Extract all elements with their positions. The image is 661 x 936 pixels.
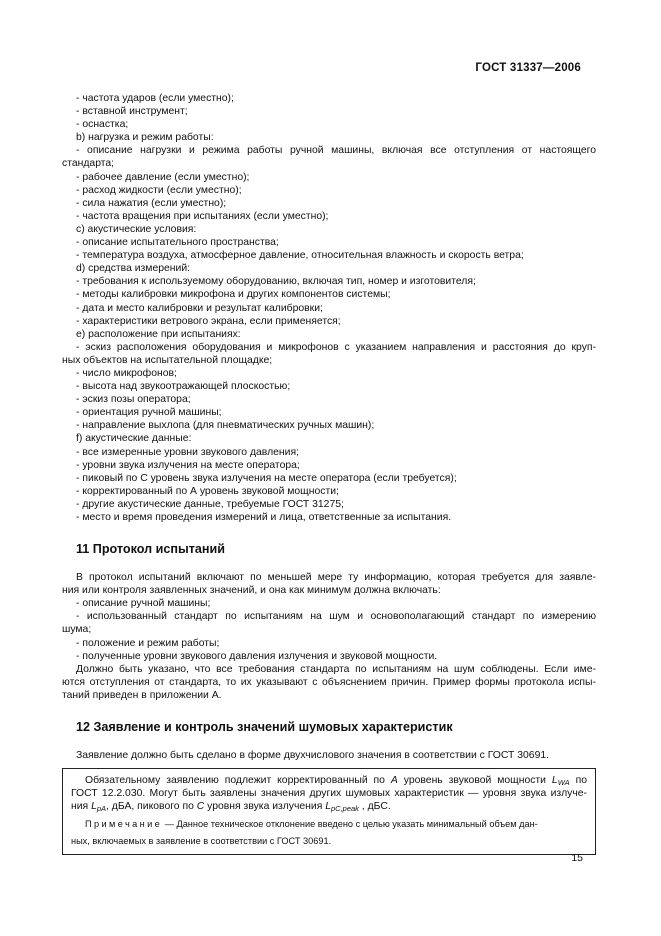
list-item: - дата и место калибровки и результат калибровки; <box>76 302 323 314</box>
box-symbol: A <box>390 775 398 787</box>
list-item: - эскиз расположения оборудования и микрофонов с указанием направления и расстояния до круп- <box>76 341 596 353</box>
list-item: - положение и режим работы; <box>76 637 220 649</box>
list-item: - уровни звука излучения на месте оператора; <box>76 459 300 471</box>
list-item: - сила нажатия (если уместно); <box>76 197 227 209</box>
list-item: - частота вращения при испытаниях (если уместно); <box>76 210 329 222</box>
list-heading: f) акустические данные: <box>76 433 192 445</box>
box-symbol: L <box>325 801 331 813</box>
list-block <box>62 92 596 524</box>
list-item: - расход жидкости (если уместно); <box>76 184 242 196</box>
box-text: уровень звуковой мощности <box>397 775 552 787</box>
box-subscript: pC,peak <box>331 804 359 814</box>
list-item: - частота ударов (если уместно); <box>76 93 234 104</box>
box-text: Обязательному заявлению подлежит корректированный по <box>85 775 391 787</box>
list-item: - рабочее давление (если уместно); <box>76 171 250 183</box>
document-body <box>62 92 596 855</box>
list-item: - использованный стандарт по испытаниям на шум и основополагающий стандарт по измерению <box>76 611 596 623</box>
national-deviation-box <box>62 768 596 855</box>
section-12-intro: Заявление должно быть сделано в форме двухчислового значения в соответствии с ГОСТ 30691. <box>76 750 550 762</box>
box-text: уровня звука излучения <box>204 801 326 813</box>
list-item: - место и время проведения измерений и лица, ответственные за испытания. <box>76 512 452 523</box>
document-code: ГОСТ 31337—2006 <box>475 62 581 74</box>
list-item: - описание ручной машины; <box>76 598 211 610</box>
box-subscript: pA <box>96 804 107 814</box>
list-item: - температура воздуха, атмосферное давление, относительная влажность и скорость ветра; <box>76 250 524 262</box>
list-item-continuation: ных объектов на испытательной площадке; <box>62 354 273 366</box>
page-number: 15 <box>571 852 583 864</box>
paragraph-line: ются отступления от стандарта, то их указывают с объяснением причин. Пример формы протокола испы- <box>62 676 596 688</box>
list-item: - ориентация ручной машины; <box>76 407 222 419</box>
list-item: - требования к используемому оборудованию, включая тип, номер и изготовителя; <box>76 276 476 288</box>
list-item: - описание нагрузки и режима работы ручной машины, включая все отступления от настоящего <box>76 145 596 157</box>
section-11-body <box>62 571 596 702</box>
box-note-line: ных, включаемых в заявление в соответствии с ГОСТ 30691. <box>71 836 332 847</box>
box-line <box>71 774 587 787</box>
paragraph-line: В протокол испытаний включают по меньшей мере ту информацию, которая требуется для заявле- <box>76 572 596 584</box>
list-heading: e) расположение при испытаниях: <box>76 328 241 340</box>
section-12-title: 12 Заявление и контроль значений шумовых характеристик <box>76 720 453 735</box>
box-text: по <box>569 775 587 787</box>
note-text: — Данное техническое отклонение введено с целью указать минимальный объем дан- <box>162 819 538 830</box>
list-item-continuation: стандарта; <box>62 158 115 170</box>
list-item: - методы калибровки микрофона и других компонентов системы; <box>76 289 391 301</box>
list-item: - все измеренные уровни звукового давления; <box>76 446 299 458</box>
box-line: ГОСТ 12.2.030. Могут быть заявлены значения других шумовых характеристик — уровня звука излуче- <box>71 788 587 800</box>
box-symbol: L <box>91 801 97 813</box>
list-item: - эскиз позы оператора; <box>76 394 191 406</box>
list-item: - число микрофонов; <box>76 367 177 379</box>
list-heading: c) акустические условия: <box>76 223 197 235</box>
list-item: - направление выхлопа (для пневматических ручных машин); <box>76 420 375 432</box>
paragraph-line: таний приведен в приложении А. <box>62 689 222 701</box>
list-item: - корректированный по А уровень звуковой мощности; <box>76 485 339 497</box>
list-item: - высота над звукоотражающей плоскостью; <box>76 381 291 393</box>
box-line <box>71 800 587 813</box>
list-item: - оснастка; <box>76 119 129 131</box>
box-text: , дБС. <box>358 801 391 813</box>
note-label: Примечание <box>85 819 163 830</box>
box-note <box>71 818 587 830</box>
list-item: - описание испытательного пространства; <box>76 237 279 249</box>
section-11-title: 11 Протокол испытаний <box>76 542 226 557</box>
paragraph-line: Должно быть указано, что все требования стандарта по испытаниям на шум соблюдены. Если име- <box>76 663 596 675</box>
list-item: - другие акустические данные, требуемые ГОСТ 31275; <box>76 498 344 510</box>
list-heading: d) средства измерений: <box>76 263 191 275</box>
box-text: , дБА, пикового по <box>106 801 197 813</box>
box-subscript: WA <box>557 778 570 788</box>
box-symbol: C <box>196 801 205 813</box>
list-item: - характеристики ветрового экрана, если применяется; <box>76 315 341 327</box>
box-symbol: L <box>551 775 558 787</box>
list-heading: b) нагрузка и режим работы: <box>76 132 214 144</box>
box-text: ния <box>71 801 92 813</box>
list-item: - пиковый по С уровень звука излучения на месте оператора (если требуется); <box>76 472 457 484</box>
list-item: - вставной инструмент; <box>76 106 188 118</box>
list-item: - полученные уровни звукового давления излучения и звуковой мощности. <box>76 650 438 662</box>
paragraph-line: ния или контроля заявленных значений, и она как минимум должна включать: <box>62 585 441 597</box>
list-item-continuation: шума; <box>62 624 92 636</box>
